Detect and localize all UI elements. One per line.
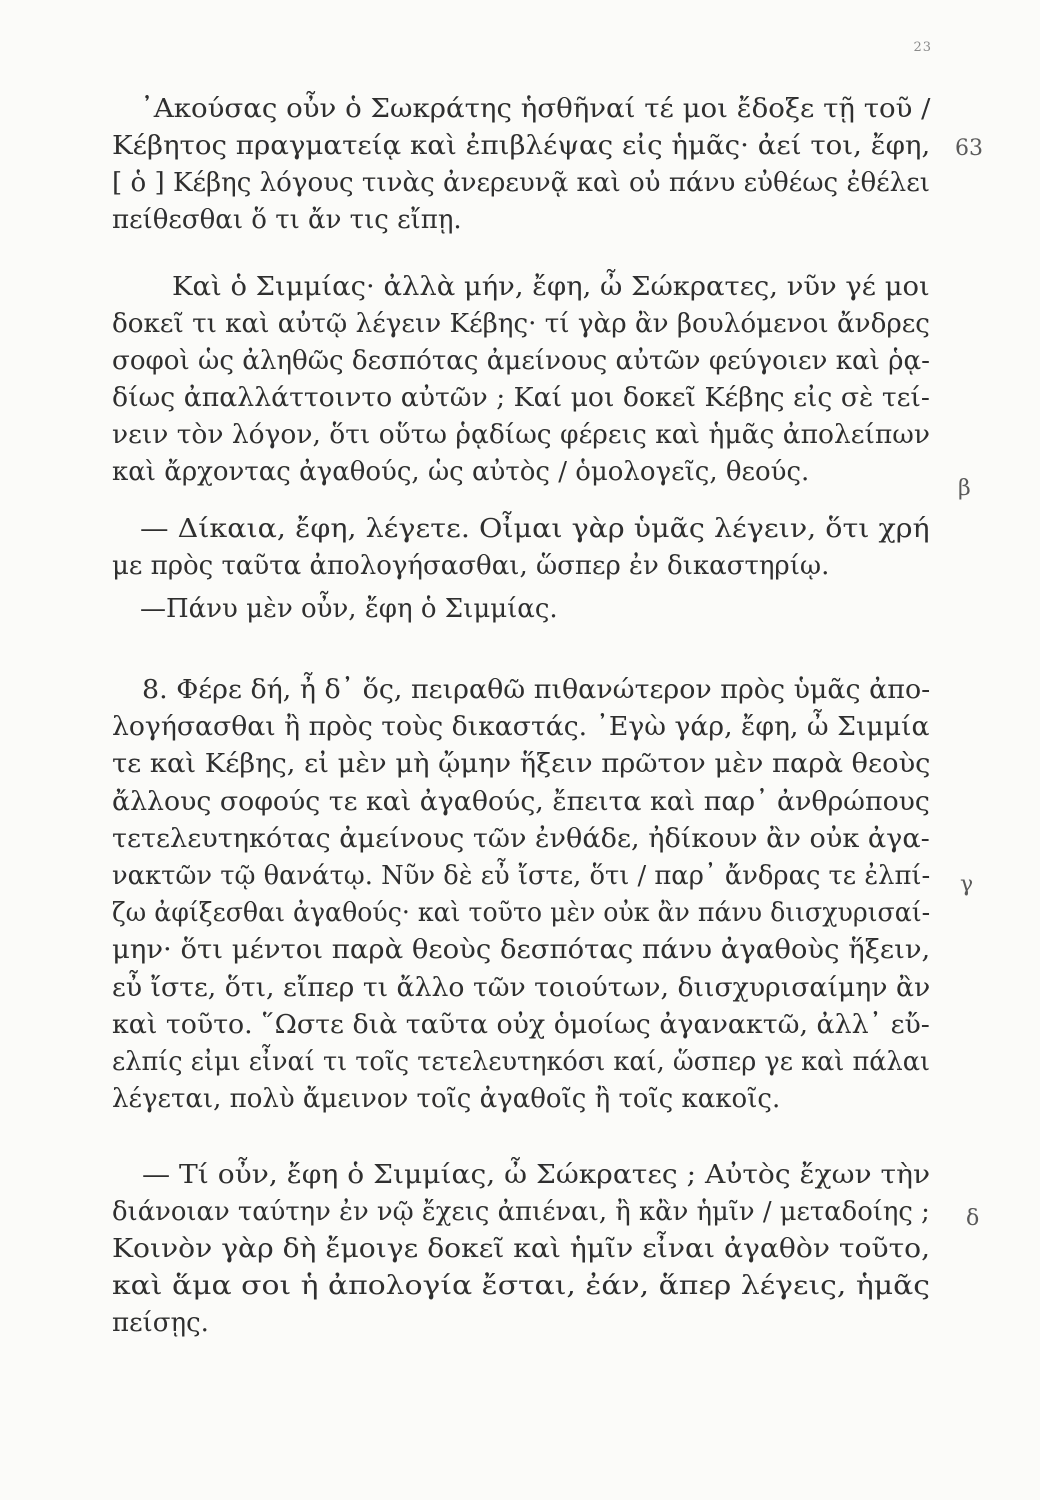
- text-line: [ ὁ ] Κέβης λόγους τινὰς ἀνερευνᾷ καὶ οὐ πάνυ εὐθέως ἐθέλει: [112, 168, 930, 198]
- text-line: σοφοὶ ὡς ἀληθῶς δεσπότας ἀμείνους αὐτῶν φεύγοιεν καὶ ῥᾳ-: [112, 346, 930, 376]
- text-line: τε καὶ Κέβης, εἰ μὲν μὴ ᾤμην ἥξειν πρῶτον μὲν παρὰ θεοὺς: [112, 749, 931, 780]
- text-line: νειν τὸν λόγον, ὅτι οὕτω ῥᾳδίως φέρεις καὶ ἡμᾶς ἀπολείπων: [112, 420, 930, 450]
- text-line: ᾽Ακούσας οὖν ὁ Σωκράτης ἡσθῆναί τέ μοι ἔδοξε τῇ τοῦ /: [140, 94, 931, 124]
- margin-note-63: 63: [955, 136, 983, 161]
- margin-note-delta: δ: [966, 1206, 980, 1231]
- text-line: πείθεσθαι ὅ τι ἄν τις εἴπῃ.: [112, 205, 462, 235]
- text-line: τετελευτηκότας ἀμείνους τῶν ἐνθάδε, ἠδίκουν ἂν οὐκ ἀγα-: [112, 823, 930, 854]
- text-line: καὶ ἅμα σοι ἡ ἀπολογία ἔσται, ἐάν, ἅπερ λέγεις, ἡμᾶς: [112, 1271, 930, 1301]
- text-line: μην· ὅτι μέντοι παρὰ θεοὺς δεσπότας πάνυ ἀγαθοὺς ἥξειν,: [112, 935, 931, 966]
- text-line: δοκεῖ τι καὶ αὐτῷ λέγειν Κέβης· τί γὰρ ἂν βουλόμενοι ἄνδρες: [112, 309, 930, 339]
- margin-note-beta: β: [958, 476, 971, 501]
- text-line: καὶ ἄρχοντας ἀγαθούς, ὡς αὐτὸς / ὁμολογεῖς, θεούς.: [112, 457, 810, 487]
- text-line: —Πάνυ μὲν οὖν, ἔφη ὁ Σιμμίας.: [140, 594, 558, 624]
- text-line: ἄλλους σοφούς τε καὶ ἀγαθούς, ἔπειτα καὶ παρ᾽ ἀνθρώπους: [112, 786, 930, 817]
- text-line: — Δίκαια, ἔφη, λέγετε. Οἶμαι γὰρ ὑμᾶς λέγειν, ὅτι χρή: [140, 514, 930, 544]
- text-line: Καὶ ὁ Σιμμίας· ἀλλὰ μήν, ἔφη, ὦ Σώκρατες, νῦν γέ μοι: [172, 272, 930, 302]
- text-line: — Τί οὖν, ἔφη ὁ Σιμμίας, ὦ Σώκρατες ; Αὐτὸς ἔχων τὴν: [142, 1160, 931, 1190]
- text-line: με πρὸς ταῦτα ἀπολογήσασθαι, ὥσπερ ἐν δικαστηρίῳ.: [112, 551, 830, 581]
- margin-note-gamma: γ: [960, 872, 974, 897]
- page-number: 23: [913, 40, 932, 55]
- text-line: Κέβητος πραγματείᾳ καὶ ἐπιβλέψας εἰς ἡμᾶς· ἀεί τοι, ἔφη,: [112, 131, 931, 161]
- text-line: ελπίς εἰμι εἶναί τι τοῖς τετελευτηκόσι καί, ὥσπερ γε καὶ πάλαι: [112, 1047, 930, 1077]
- text-line: λέγεται, πολὺ ἄμεινον τοῖς ἀγαθοῖς ἢ τοῖς κακοῖς.: [112, 1084, 781, 1115]
- text-line: καὶ τοῦτο. ῞Ωστε διὰ ταῦτα οὐχ ὁμοίως ἀγανακτῶ, ἀλλ᾽ εὔ-: [112, 1009, 930, 1040]
- text-line: 8. Φέρε δή, ἦ δ᾽ ὅς, πειραθῶ πιθανώτερον πρὸς ὑμᾶς ἀπο-: [142, 675, 931, 705]
- text-line: νακτῶν τῷ θανάτῳ. Νῦν δὲ εὖ ἴστε, ὅτι / παρ᾽ ἄνδρας τε ἐλπί-: [112, 861, 931, 891]
- text-line: διάνοιαν ταύτην ἐν νῷ ἔχεις ἀπιέναι, ἢ κἂν ἡμῖν / μεταδοίης ;: [112, 1197, 930, 1227]
- text-line: ζω ἀφίξεσθαι ἀγαθούς· καὶ τοῦτο μὲν οὐκ ἂν πάνυ διισχυρισαί-: [112, 898, 931, 929]
- text-line: εὖ ἴστε, ὅτι, εἴπερ τι ἄλλο τῶν τοιούτων, διισχυρισαίμην ἂν: [112, 972, 931, 1003]
- text-line: δίως ἀπαλλάττοιντο αὐτῶν ; Καί μοι δοκεῖ Κέβης εἰς σὲ τεί-: [112, 383, 930, 413]
- text-line: πείσῃς.: [112, 1308, 209, 1338]
- text-line: Κοινὸν γὰρ δὴ ἔμοιγε δοκεῖ καὶ ἡμῖν εἶναι ἀγαθὸν τοῦτο,: [112, 1234, 931, 1264]
- text-line: λογήσασθαι ἢ πρὸς τοὺς δικαστάς. ᾽Εγὼ γάρ, ἔφη, ὦ Σιμμία: [112, 712, 930, 743]
